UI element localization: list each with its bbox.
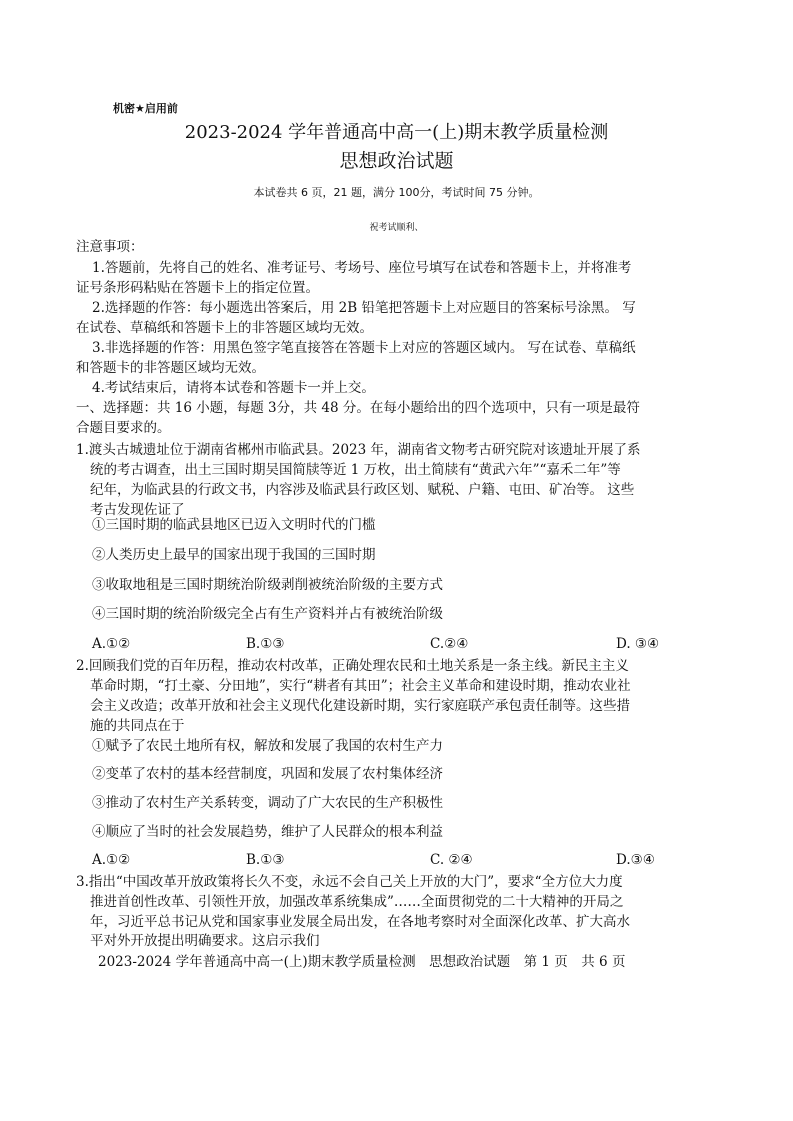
question-2-item: ②变革了农村的基本经营制度，巩固和发展了农村集体经济 <box>92 766 443 782</box>
question-2-item: ③推动了农村生产关系转变，调动了广大农民的生产积极性 <box>92 795 443 811</box>
question-1-item: ③收取地租是三国时期统治阶级剥削被统治阶级的主要方式 <box>92 577 443 593</box>
question-1-choice-d[interactable]: D. ③④ <box>616 636 660 652</box>
question-3-stem: 3.指出“中国改革开放政策将长久不变，永远不会自己关上开放的大门”，要求“全方位大力度 <box>76 874 623 890</box>
section-instruction: 一、选择题：共 16 小题，每题 3分，共 48 分。在每小题给出的四个选项中，只有一项是最符 <box>76 400 640 416</box>
good-luck-note: 祝考试顺利、 <box>369 223 424 233</box>
note-line: 3.非选择题的作答：用黑色签字笔直接答在答题卡上对应的答题区域内。 写在试卷、草稿纸 <box>92 340 636 356</box>
question-1-item: ④三国时期的统治阶级完全占有生产资料并占有被统治阶级 <box>92 606 443 622</box>
page-footer: 2023-2024 学年普通高中高一(上)期末教学质量检测 思想政治试题 第 1 页 共 6 页 <box>98 954 626 970</box>
question-2-choice-b[interactable]: B.①③ <box>246 852 285 868</box>
note-line: 4.考试结束后，请将本试卷和答题卡一并上交。 <box>92 380 375 396</box>
exam-meta: 本试卷共 6 页，21 题，满分 100分，考试时间 75 分钟。 <box>253 186 540 199</box>
question-1-choice-a[interactable]: A.①② <box>92 636 131 652</box>
question-2-stem: 革命时期，“打土豪、分田地”，实行“耕者有其田”；社会主义革命和建设时期，推动农业社 <box>90 678 631 694</box>
question-1-stem: 统的考古调查，出土三国时期吴国简牍等近 1 万枚，出土简牍有“黄武六年”“嘉禾二年”等 <box>90 462 621 478</box>
question-2-stem: 施的共同点在于 <box>90 718 185 734</box>
question-1-item: ①三国时期的临武县地区已迈入文明时代的门槛 <box>92 517 376 533</box>
question-2-stem: 2.回顾我们党的百年历程，推动农村改革，正确处理农民和土地关系是一条主线。新民主主义 <box>76 658 629 674</box>
note-line: 1.答题前，先将自己的姓名、准考证号、考场号、座位号填写在试卷和答题卡上，并将准考 <box>92 260 632 276</box>
question-2-choice-a[interactable]: A.①② <box>92 852 131 868</box>
question-2-choice-d[interactable]: D.③④ <box>616 852 655 868</box>
section-instruction: 合题目要求的。 <box>76 420 171 436</box>
question-1-choice-c[interactable]: C.②④ <box>430 636 469 652</box>
question-3-stem: 推进首创性改革、引领性开放，加强改革系统集成”……全面贯彻党的二十大精神的开局之 <box>90 894 624 910</box>
question-3-stem: 年，习近平总书记从党和国家事业发展全局出发，在各地考察时对全面深化改革、扩大高水 <box>90 914 630 930</box>
exam-title: 2023-2024 学年普通高中高一(上)期末教学质量检测 <box>184 122 609 143</box>
question-2-item: ④顺应了当时的社会发展趋势，维护了人民群众的根本利益 <box>92 824 443 840</box>
question-2-item: ①赋予了农民土地所有权，解放和发展了我国的农村生产力 <box>92 738 443 754</box>
note-line: 在试卷、草稿纸和答题卡上的非答题区域均无效。 <box>76 320 373 336</box>
confidential-label: 机密★启用前 <box>113 102 178 115</box>
note-line: 证号条形码粘贴在答题卡上的指定位置。 <box>76 280 319 296</box>
question-2-stem: 会主义改造；改革开放和社会主义现代化建设新时期，实行家庭联产承包责任制等。这些措 <box>90 698 630 714</box>
subject-title: 思想政治试题 <box>339 150 454 172</box>
note-line: 和答题卡的非答题区域均无效。 <box>76 360 265 376</box>
note-line: 2.选择题的作答：每小题选出答案后，用 2B 铅笔把答题卡上对应题目的答案标号涂黑。 写 <box>92 300 636 316</box>
question-1-stem: 1.渡头古城遗址位于湖南省郴州市临武县。2023 年，湖南省文物考古研究院对该遗址开展了系 <box>76 442 641 458</box>
question-1-stem: 考古发现佐证了 <box>90 502 185 518</box>
question-2-choice-c[interactable]: C. ②④ <box>430 852 473 868</box>
notes-heading: 注意事项： <box>76 239 144 255</box>
question-1-choice-b[interactable]: B.①③ <box>246 636 285 652</box>
question-1-item: ②人类历史上最早的国家出现于我国的三国时期 <box>92 547 376 563</box>
question-3-stem: 平对外开放提出明确要求。这启示我们 <box>90 933 320 949</box>
question-1-stem: 纪年，为临武县的行政文书，内容涉及临武县行政区划、赋税、户籍、屯田、矿冶等。 这些 <box>90 482 635 498</box>
